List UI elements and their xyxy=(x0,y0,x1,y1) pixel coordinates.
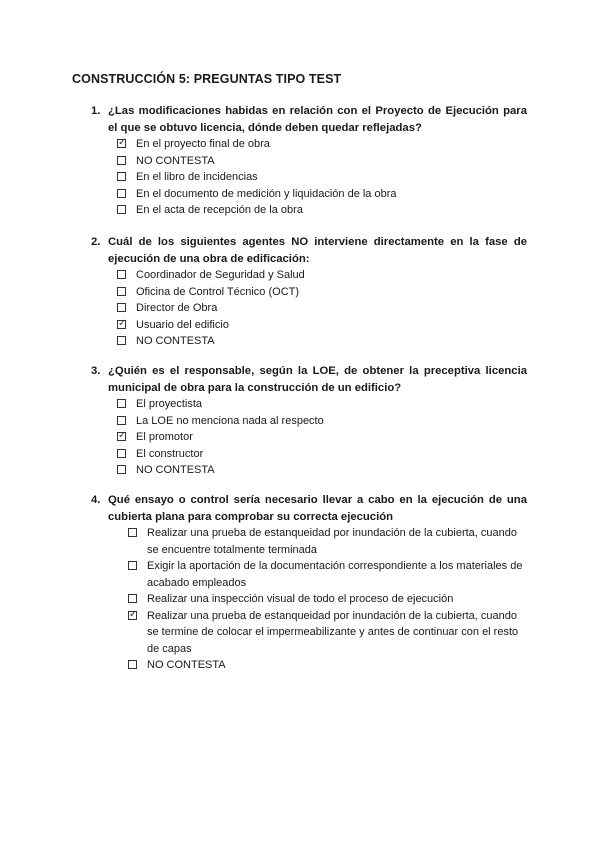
option-label: Realizar una inspección visual de todo el proceso de ejecución xyxy=(147,593,454,605)
option-label: En el documento de medición y liquidación de la obra xyxy=(136,187,397,200)
option-label: El promotor xyxy=(136,431,193,443)
option-2-2[interactable] xyxy=(117,284,417,301)
checkbox-icon[interactable] xyxy=(128,594,137,603)
question-number: 1. xyxy=(91,105,101,117)
checkbox-icon[interactable] xyxy=(117,465,126,474)
option-label: Director de Obra xyxy=(136,302,218,314)
option-label: NO CONTESTA xyxy=(147,659,226,671)
option-label: Coordinador de Seguridad y Salud xyxy=(136,269,305,281)
check-mark-icon: ✓ xyxy=(118,430,127,441)
check-mark-icon: ✓ xyxy=(118,317,127,329)
option-4-1[interactable] xyxy=(128,525,528,558)
options-list xyxy=(117,396,417,479)
question-heading xyxy=(91,492,527,525)
option-4-5[interactable] xyxy=(128,657,528,674)
options-list xyxy=(128,525,528,674)
question-heading xyxy=(91,363,527,396)
option-3-1[interactable] xyxy=(117,396,417,413)
option-3-3[interactable] xyxy=(117,429,417,446)
option-label: En el proyecto final de obra xyxy=(136,138,270,150)
checkbox-icon[interactable] xyxy=(117,317,127,329)
option-label: El constructor xyxy=(136,447,204,460)
check-mark-icon: ✓ xyxy=(118,137,127,148)
options-list xyxy=(117,267,417,350)
option-3-5[interactable] xyxy=(117,462,417,479)
checkbox-icon[interactable] xyxy=(117,336,126,345)
option-4-4[interactable] xyxy=(128,608,528,658)
option-1-4[interactable] xyxy=(117,186,417,203)
question-text: ¿Quién es el responsable, según la LOE, de obtener la preceptiva licencia municipal de obra para la construcción de un edificio? xyxy=(108,365,527,394)
checkbox-icon[interactable] xyxy=(117,189,126,198)
checkbox-icon[interactable] xyxy=(117,449,126,458)
checkbox-icon[interactable] xyxy=(117,399,126,408)
option-label: NO CONTESTA xyxy=(136,464,215,476)
option-label: En el libro de incidencias xyxy=(136,171,258,183)
checkbox-icon[interactable] xyxy=(117,156,126,165)
option-label: La LOE no menciona nada al respecto xyxy=(136,414,324,427)
question-heading xyxy=(91,103,527,136)
checkbox-icon[interactable] xyxy=(117,416,126,425)
question-text: ¿Las modificaciones habidas en relación con el Proyecto de Ejecución para el que se obtuvo licencia, dónde deben quedar reflejadas? xyxy=(108,105,527,134)
options-list xyxy=(117,136,417,219)
checkbox-icon[interactable] xyxy=(117,270,126,279)
option-4-3[interactable] xyxy=(128,591,528,608)
option-label: Realizar una prueba de estanqueidad por inundación de la cubierta, cuando se termine de colocar el impermeabilizante y antes de continuar con el resto de capas xyxy=(147,609,519,655)
option-label: NO CONTESTA xyxy=(136,335,215,347)
question-heading xyxy=(91,234,527,267)
checkbox-icon[interactable] xyxy=(117,139,126,148)
checkbox-icon[interactable] xyxy=(128,608,138,620)
checkbox-icon[interactable] xyxy=(128,660,137,669)
option-label: El proyectista xyxy=(136,398,203,410)
checkbox-icon[interactable] xyxy=(117,287,126,296)
option-4-2[interactable] xyxy=(128,558,528,591)
option-1-2[interactable] xyxy=(117,153,417,170)
option-2-3[interactable] xyxy=(117,300,417,317)
question-text: Qué ensayo o control sería necesario llevar a cabo en la ejecución de una cubierta plana para comprobar su correcta ejecución xyxy=(108,494,527,523)
option-1-5[interactable] xyxy=(117,202,417,219)
question-number: 2. xyxy=(91,236,101,248)
question-number: 4. xyxy=(91,494,101,506)
checkbox-icon[interactable] xyxy=(117,205,126,214)
option-3-2[interactable] xyxy=(117,413,417,430)
checkbox-icon[interactable] xyxy=(128,561,137,570)
option-2-5[interactable] xyxy=(117,333,417,350)
option-label: Usuario del edificio xyxy=(136,318,229,331)
option-label: NO CONTESTA xyxy=(136,154,215,167)
page-title: CONSTRUCCIÓN 5: PREGUNTAS TIPO TEST xyxy=(72,72,342,86)
check-mark-icon: ✓ xyxy=(129,608,138,620)
option-1-3[interactable] xyxy=(117,169,417,186)
question-text: Cuál de los siguientes agentes NO interviene directamente en la fase de ejecución de una obra de edificación: xyxy=(108,236,527,265)
checkbox-icon[interactable] xyxy=(128,528,137,537)
option-2-1[interactable] xyxy=(117,267,417,284)
checkbox-icon[interactable] xyxy=(117,303,126,312)
option-3-4[interactable] xyxy=(117,446,417,463)
question-number: 3. xyxy=(91,365,101,377)
option-label: Oficina de Control Técnico (OCT) xyxy=(136,285,300,298)
option-1-1[interactable] xyxy=(117,136,417,153)
checkbox-icon[interactable] xyxy=(117,432,126,441)
option-label: En el acta de recepción de la obra xyxy=(136,204,303,216)
option-label: Exigir la aportación de la documentación correspondiente a los materiales de acabado empleados xyxy=(147,560,523,589)
option-label: Realizar una prueba de estanqueidad por inundación de la cubierta, cuando se encuentre totalmente terminada xyxy=(147,527,517,556)
option-2-4[interactable] xyxy=(117,317,417,334)
checkbox-icon[interactable] xyxy=(117,172,126,181)
